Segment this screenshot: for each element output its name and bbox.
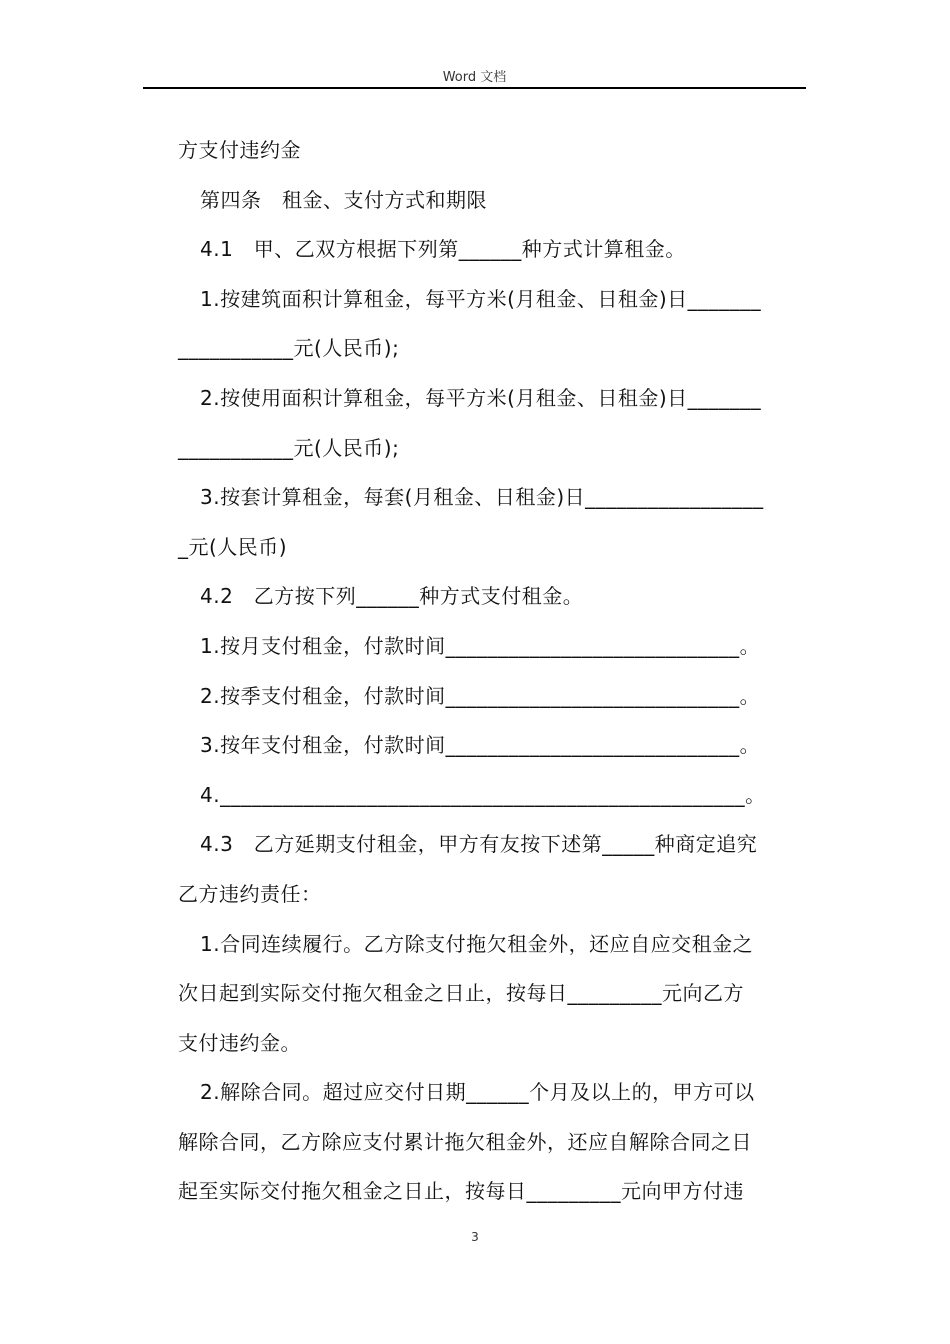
header-rule	[143, 87, 806, 89]
text-line: 4.2 乙方按下列______种方式支付租金。	[200, 584, 584, 609]
text-line: 1.按建筑面积计算租金，每平方米(月租金、日租金)日_______	[200, 286, 762, 311]
text-line: 1.按月支付租金，付款时间____________________________。	[200, 633, 761, 658]
text-line: ___________元(人民币);	[178, 435, 400, 460]
text-line: 2.解除合同。超过应交付日期______个月及以上的，甲方可以	[200, 1080, 755, 1105]
text-line: _元(人民币)	[178, 534, 288, 559]
text-line: 4.3 乙方延期支付租金，甲方有友按下述第_____种商定追究	[200, 832, 758, 857]
text-line: 2.按季支付租金，付款时间____________________________。	[200, 683, 761, 708]
text-line: 3.按套计算租金，每套(月租金、日租金)日_________________	[200, 485, 764, 510]
text-line: 起至实际交付拖欠租金之日止，按每日_________元向甲方付违	[178, 1179, 744, 1204]
text-line: 解除合同，乙方除应支付累计拖欠租金外，还应自解除合同之日	[178, 1129, 752, 1154]
article-heading: 第四条 租金、支付方式和期限	[200, 187, 487, 212]
text-line: 4.__________________________________________________。	[200, 782, 766, 807]
text-line: 次日起到实际交付拖欠租金之日止，按每日_________元向乙方	[178, 981, 744, 1006]
text-line: 乙方违约责任：	[178, 881, 322, 906]
document-body	[178, 126, 806, 1217]
text-line: 支付违约金。	[178, 1030, 301, 1055]
text-line: 4.1 甲、乙双方根据下列第______种方式计算租金。	[200, 237, 686, 262]
text-line: 2.按使用面积计算租金，每平方米(月租金、日租金)日_______	[200, 385, 762, 410]
page-header: Word 文档	[442, 70, 507, 85]
text-line: 1.合同连续履行。乙方除支付拖欠租金外，还应自应交租金之	[200, 931, 754, 956]
text-line: ___________元(人民币);	[178, 336, 400, 361]
text-line: 3.按年支付租金，付款时间____________________________。	[200, 733, 761, 758]
page-number: 3	[471, 1230, 479, 1244]
text-line: 方支付违约金	[178, 138, 301, 162]
